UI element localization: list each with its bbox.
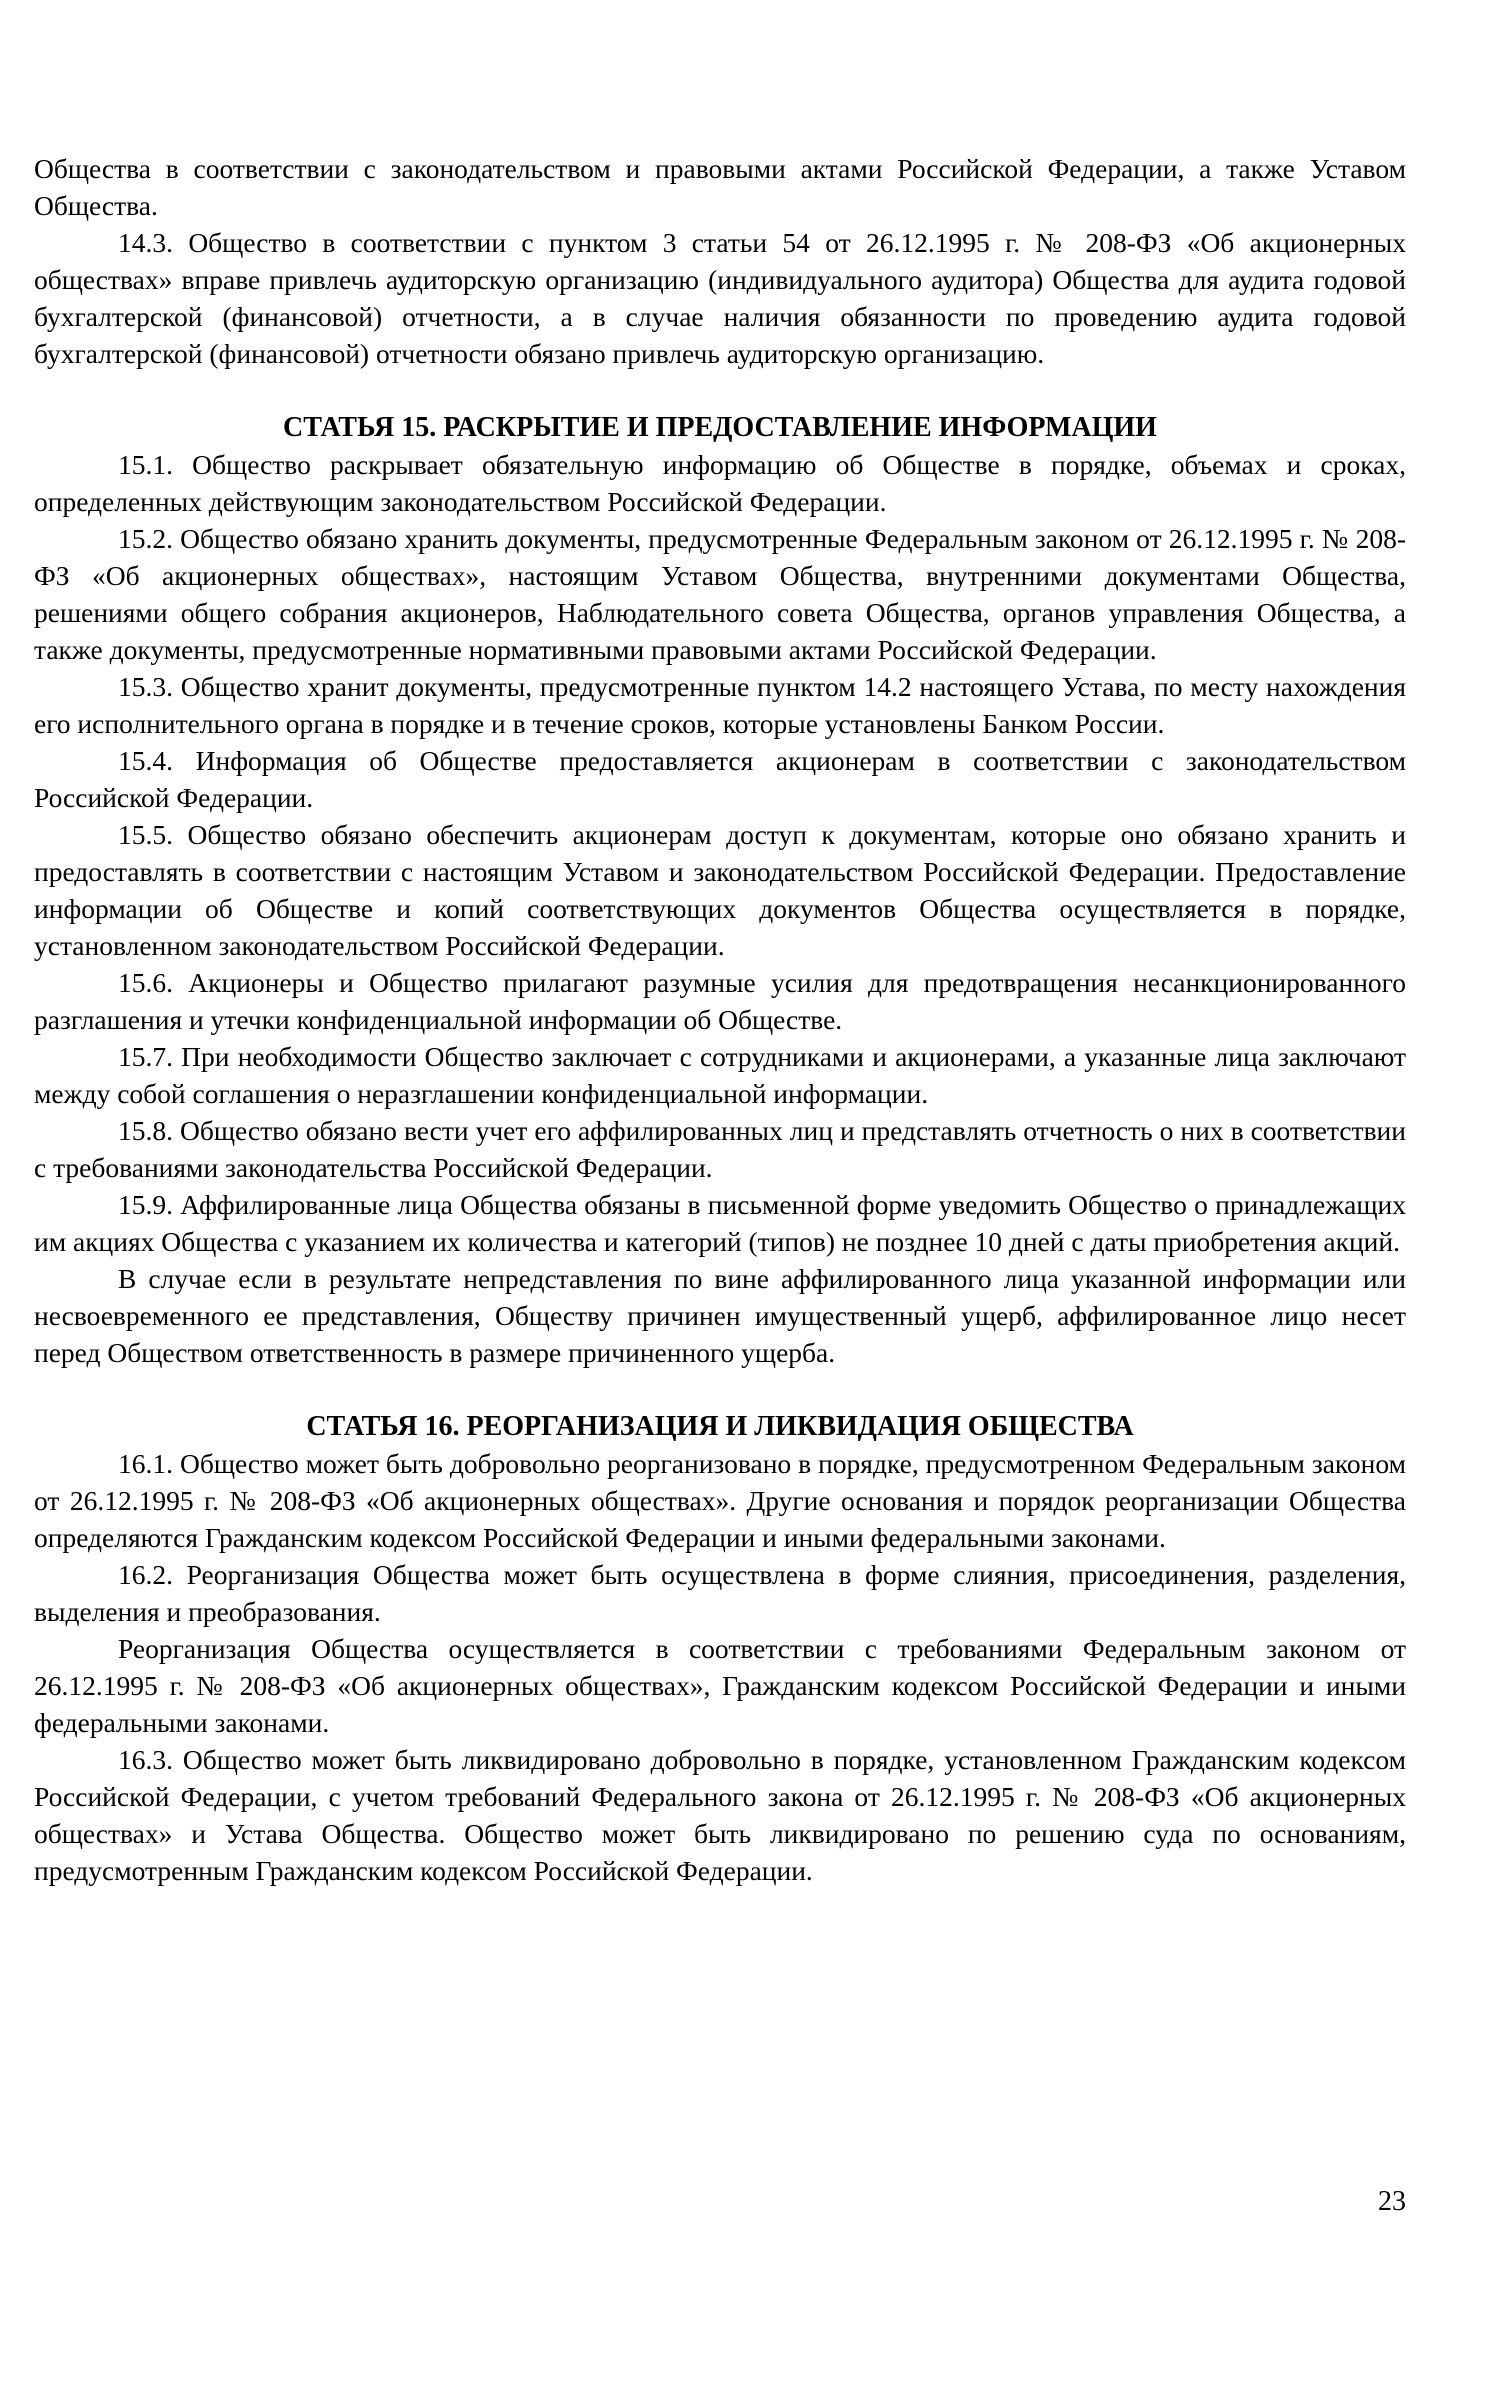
paragraph-15-6: 15.6. Акционеры и Общество прилагают разумные усилия для предотвращения несанкционированного разглашения и утечки конфиденциальной информации об Обществе. [34,967,1406,1035]
article-15-heading: СТАТЬЯ 15. РАСКРЫТИЕ И ПРЕДОСТАВЛЕНИЕ ИНФОРМАЦИИ [283,412,1157,443]
page-number: 23 [1378,2186,1406,2217]
paragraph-15-2: 15.2. Общество обязано хранить документы, предусмотренные Федеральным законом от 26.12.1995 г. № 208-ФЗ «Об акционерных обществах», настоящим Уставом Общества, внутренними документами Общества, решениями общего собрания акционеров, Наблюдательного совета Общества, органов управления Общества, а также документы, предусмотренные нормативными правовыми актами Российской Федерации. [34,523,1406,665]
paragraph-15-5: 15.5. Общество обязано обеспечить акционерам доступ к документам, которые оно обязано хранить и предоставлять в соответствии с настоящим Уставом и законодательством Российской Федерации. Предоставление информации об Обществе и копий соответствующих документов Общества осуществляется в порядке, установленном законодательством Российской Федерации. [34,819,1406,961]
document-page [34,150,1406,1889]
paragraph-continuation: Общества в соответствии с законодательством и правовыми актами Российской Федерации, а также Уставом Общества. [34,153,1406,221]
paragraph-15-8: 15.8. Общество обязано вести учет его аффилированных лиц и представлять отчетность о них в соответствии с требованиями законодательства Российской Федерации. [34,1115,1406,1183]
paragraph-16-3: 16.3. Общество может быть ликвидировано добровольно в порядке, установленном Гражданским кодексом Российской Федерации, с учетом требований Федерального закона от 26.12.1995 г. № 208-ФЗ «Об акционерных обществах» и Устава Общества. Общество может быть ликвидировано по решению суда по основаниям, предусмотренным Гражданским кодексом Российской Федерации. [34,1744,1406,1886]
paragraph-16-1: 16.1. Общество может быть добровольно реорганизовано в порядке, предусмотренном Федеральным законом от 26.12.1995 г. № 208-ФЗ «Об акционерных обществах». Другие основания и порядок реорганизации Общества определяются Гражданским кодексом Российской Федерации и иными федеральными законами. [34,1448,1406,1553]
paragraph-15-9-cont: В случае если в результате непредставления по вине аффилированного лица указанной информации или несвоевременного ее представления, Обществу причинен имущественный ущерб, аффилированное лицо несет перед Обществом ответственность в размере причиненного ущерба. [34,1263,1406,1368]
paragraph-15-3: 15.3. Общество хранит документы, предусмотренные пунктом 14.2 настоящего Устава, по месту нахождения его исполнительного органа в порядке и в течение сроков, которые установлены Банком России. [34,671,1406,739]
paragraph-16-2-cont: Реорганизация Общества осуществляется в соответствии с требованиями Федеральным законом от 26.12.1995 г. № 208-ФЗ «Об акционерных обществах», Гражданским кодексом Российской Федерации и иными федеральными законами. [34,1633,1406,1738]
paragraph-15-1: 15.1. Общество раскрывает обязательную информацию об Обществе в порядке, объемах и сроках, определенных действующим законодательством Российской Федерации. [34,449,1406,517]
paragraph-15-4: 15.4. Информация об Обществе предоставляется акционерам в соответствии с законодательством Российской Федерации. [34,745,1406,813]
paragraph-15-7: 15.7. При необходимости Общество заключает с сотрудниками и акционерами, а указанные лица заключают между собой соглашения о неразглашении конфиденциальной информации. [34,1041,1406,1109]
article-16-heading: СТАТЬЯ 16. РЕОРГАНИЗАЦИЯ И ЛИКВИДАЦИЯ ОБЩЕСТВА [306,1411,1134,1442]
paragraph-16-2: 16.2. Реорганизация Общества может быть осуществлена в форме слияния, присоединения, разделения, выделения и преобразования. [34,1559,1406,1627]
paragraph-15-9: 15.9. Аффилированные лица Общества обязаны в письменной форме уведомить Общество о принадлежащих им акциях Общества с указанием их количества и категорий (типов) не позднее 10 дней с даты приобретения акций. [34,1189,1406,1257]
paragraph-14-3: 14.3. Общество в соответствии с пунктом 3 статьи 54 от 26.12.1995 г. № 208-ФЗ «Об акционерных обществах» вправе привлечь аудиторскую организацию (индивидуального аудитора) Общества для аудита годовой бухгалтерской (финансовой) отчетности, а в случае наличия обязанности по проведению аудита годовой бухгалтерской (финансовой) отчетности обязано привлечь аудиторскую организацию. [34,227,1406,369]
